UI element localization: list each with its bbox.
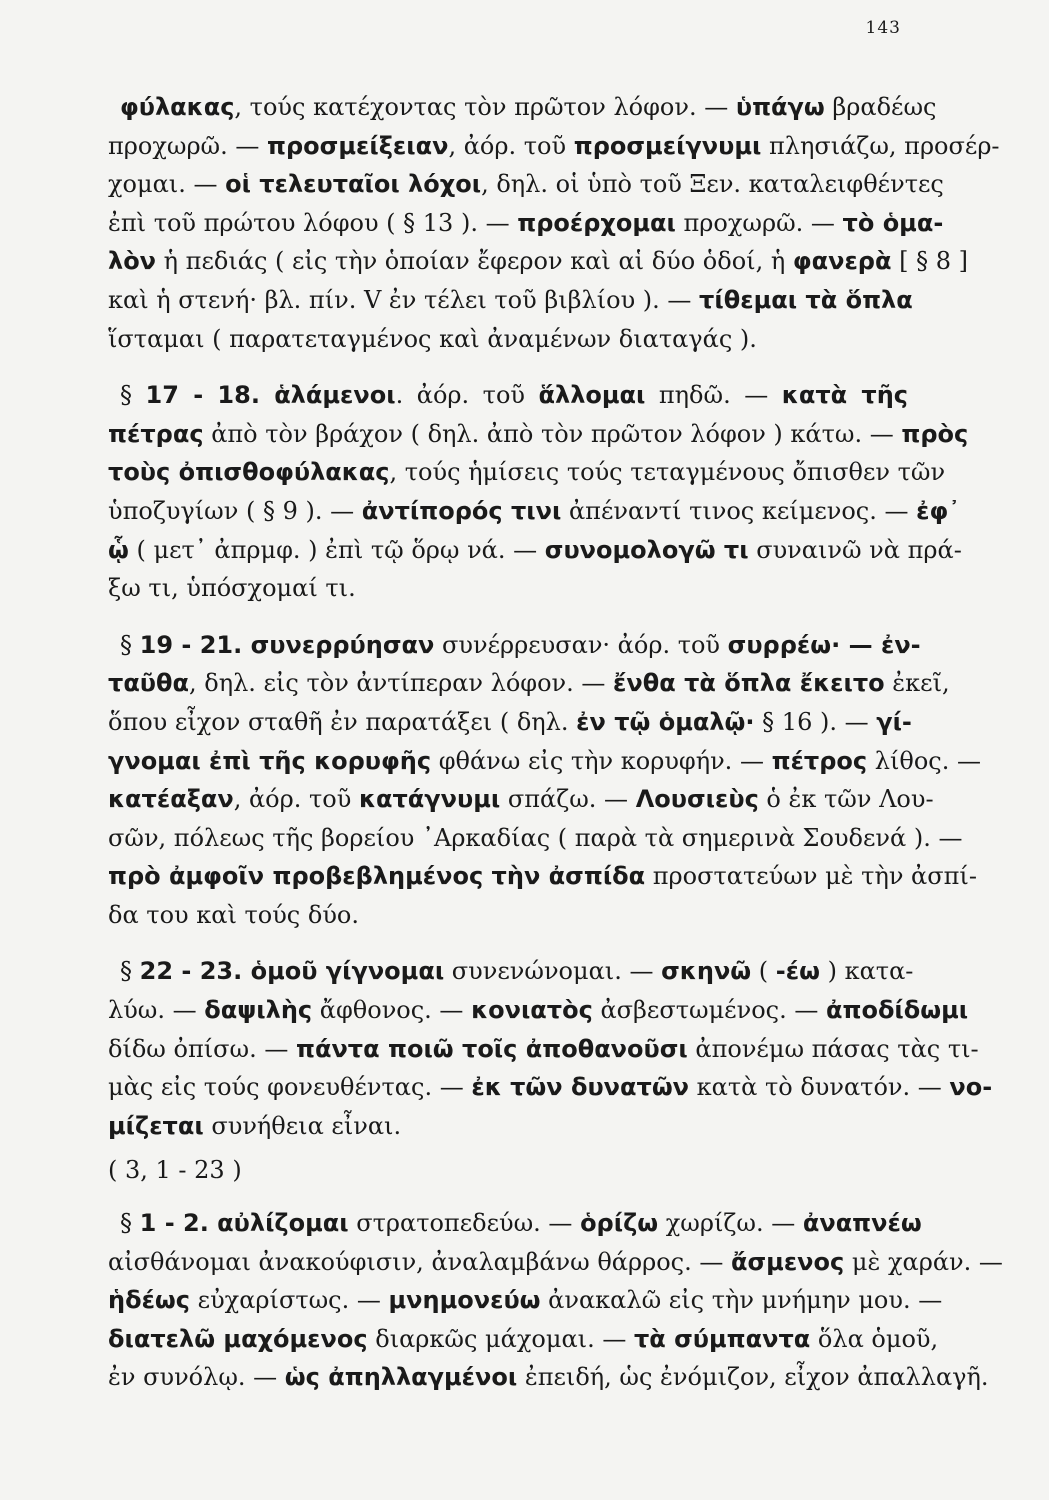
text-line [108, 664, 950, 703]
gloss-text: , τούς κατέχοντας τὸν πρῶτον λόφον. — [234, 93, 736, 121]
text-line [108, 780, 934, 819]
text-line [108, 281, 913, 320]
gloss-text: ὅπου εἶχον σταθῆ ἐν παρατάξει ( δηλ. [108, 707, 577, 736]
gloss-text: συνενώνομαι. — [444, 957, 662, 986]
gloss-text: ἀπονέμω πάσας τὰς τι- [687, 1034, 979, 1063]
gloss-text: ἐπειδή, ὡς ἐνόμιζον, εἶχον ἀπαλλαγῆ. [517, 1363, 989, 1392]
gloss-text: § [120, 630, 140, 659]
text-line [108, 165, 944, 204]
text-line [108, 415, 969, 454]
bold-term: 19 - 21. συνερρύησαν [139, 630, 435, 659]
gloss-text: καὶ ἡ στενή· βλ. πίν. V ἐν τέλει τοῦ βιβλίου ). — [108, 285, 700, 314]
bold-term: φανερὰ [792, 247, 892, 276]
gloss-text: , ἀόρ. τοῦ [233, 785, 359, 814]
gloss-text: ὅλα ὁμοῦ, [810, 1324, 939, 1353]
text-line [108, 242, 968, 281]
gloss-text: φθάνω εἰς τὴν κορυφήν. — [431, 746, 772, 775]
bold-term: προσμείξειαν [267, 131, 449, 160]
text-line [108, 1204, 922, 1243]
bold-term: τὰ σύμπαντα [633, 1324, 811, 1353]
text-line [108, 1030, 979, 1069]
bold-term: κονιατὸς [471, 996, 593, 1025]
gloss-text: ἐν συνόλῳ. — [108, 1363, 285, 1392]
gloss-text: συνήθεια εἶναι. [203, 1111, 402, 1140]
gloss-text: ἵσταμαι ( παρατεταγμένος καὶ ἀναμένων διαταγάς ). [108, 324, 757, 353]
bold-term: 22 - 23. ὁμοῦ γίγνομαι [139, 957, 445, 986]
text-line [108, 952, 914, 991]
text-line [108, 1068, 993, 1107]
gloss-text: χομαι. — [108, 170, 226, 199]
bold-term: πρὸς [901, 419, 969, 448]
text-line [108, 819, 963, 858]
text-line [108, 1358, 989, 1397]
bold-term: ἀναπνέω [802, 1209, 922, 1238]
bold-term: ἐφ᾽ [916, 496, 961, 525]
bold-term: ὑπάγω [735, 93, 825, 121]
page-number: 143 [865, 18, 901, 38]
gloss-text: δίδω ὀπίσω. — [108, 1034, 296, 1063]
bold-term: δαψιλὴς [204, 996, 313, 1025]
text-line [108, 1320, 939, 1359]
gloss-text: προχωρῶ. — [108, 131, 268, 160]
gloss-text: [ § 8 ] [891, 247, 968, 276]
bold-term: τοὺς ὀπισθοφύλακας [108, 458, 390, 487]
bold-term: ἔνθα τὰ ὅπλα ἔκειτο [613, 669, 885, 698]
gloss-text: ὁ ἐκ τῶν Λου- [758, 785, 934, 814]
text-line [108, 742, 981, 781]
gloss-text: πλησιάζω, προσέρ- [761, 131, 1000, 160]
text-line [108, 991, 969, 1030]
bold-term: κατὰ τῆς [781, 381, 909, 410]
gloss-text: μὰς εἰς τούς φονευθέντας. — [108, 1073, 472, 1102]
bold-term: οἱ τελευταῖοι λόχοι [225, 170, 482, 199]
paragraph-block3 [108, 626, 981, 935]
bold-term: ἅλλομαι [538, 381, 646, 410]
bold-term: ἐν τῷ ὁμαλῷ· [576, 707, 755, 736]
bold-term: -έω [775, 957, 820, 986]
gloss-text: συνέρρευσαν· ἀόρ. τοῦ [434, 630, 728, 659]
text-line [108, 896, 908, 935]
gloss-text: βραδέως [824, 93, 937, 121]
bold-term: ἡδέως [108, 1286, 191, 1315]
bold-term: κατάγνυμι [358, 785, 501, 814]
bold-term: ἀντίπορός τινι [361, 496, 562, 525]
bold-term: συρρέω· — ἐν- [727, 630, 921, 659]
gloss-text: , ἀόρ. τοῦ [448, 131, 574, 160]
bold-term: μίζεται [108, 1111, 204, 1140]
bold-term: νο- [949, 1073, 993, 1102]
text-line [108, 320, 908, 359]
paragraph-block1 [108, 88, 1000, 358]
gloss-text: πηδῶ. — [645, 381, 782, 410]
bold-term: πρὸ ἀμφοῖν προβεβλημένος τὴν ἀσπίδα [108, 862, 646, 891]
gloss-text: ἐκεῖ, [884, 669, 950, 698]
gloss-text: , δηλ. εἰς τὸν ἀντίπεραν λόφον. — [189, 669, 614, 698]
gloss-text: χωρίζω. — [658, 1209, 803, 1238]
text-line [108, 857, 977, 896]
bold-term: προέρχομαι [517, 208, 676, 237]
text-line [108, 453, 946, 492]
gloss-text: , δηλ. οἱ ὑπὸ τοῦ Ξεν. καταλειφθέντες [481, 170, 944, 199]
gloss-text: ἀπέναντί τινος κείμενος. — [561, 496, 917, 525]
gloss-text: δα του καὶ τούς δύο. [108, 900, 359, 929]
gloss-text: μὲ χαράν. — [844, 1247, 1003, 1276]
gloss-text: λίθος. — [867, 746, 981, 775]
gloss-text: προχωρῶ. — [675, 208, 843, 237]
gloss-text: § [120, 381, 146, 410]
bold-term: ἀποδίδωμι [825, 996, 969, 1025]
bold-term: ᾧ [108, 535, 129, 564]
gloss-text: ἀπὸ τὸν βράχον ( δηλ. ἀπὸ τὸν πρῶτον λόφον ) κάτω. — [203, 419, 902, 448]
gloss-text: ( μετ᾽ ἀπρμφ. ) ἐπὶ τῷ ὅρῳ νά. — [128, 535, 545, 564]
gloss-text: σπάζω. — [500, 785, 636, 814]
text-line [108, 626, 921, 665]
gloss-text: ἄφθονος. — [312, 996, 472, 1025]
bold-term: γί- [876, 707, 912, 736]
gloss-text: προστατεύων μὲ τὴν ἀσπί- [645, 862, 977, 891]
gloss-text: ἡ πεδιάς ( εἰς τὴν ὁποίαν ἔφερον καὶ αἱ δύο ὁδοί, ἡ [156, 247, 793, 276]
bold-term: φύλακας [120, 93, 235, 121]
gloss-text: ἀνακαλῶ εἰς τὴν μνήμην μου. — [540, 1286, 943, 1315]
text-line [108, 531, 962, 570]
gloss-text: αἰσθάνομαι ἀνακούφισιν, ἀναλαμβάνω θάρρος. — [108, 1247, 731, 1276]
section-heading: ( 3, 1 - 23 ) [108, 1156, 242, 1185]
text-line [108, 127, 1000, 166]
paragraph-block5 [108, 1204, 1003, 1397]
bold-term: γνομαι ἐπὶ τῆς κορυφῆς [108, 746, 432, 775]
bold-term: τίθεμαι τὰ ὅπλα [699, 285, 913, 314]
gloss-text: ὑποζυγίων ( § 9 ). — [108, 496, 362, 525]
bold-term: κατέαξαν [108, 785, 234, 814]
gloss-text: συναινῶ νὰ πρά- [748, 535, 962, 564]
bold-term: ὁρίζω [580, 1209, 659, 1238]
text-line [108, 703, 912, 742]
bold-term: συνομολογῶ τι [544, 535, 749, 564]
text-line [108, 1243, 1003, 1282]
bold-term: πάντα ποιῶ τοῖς ἀποθανοῦσι [295, 1034, 688, 1063]
text-line [108, 204, 944, 243]
paragraph-block4 [108, 952, 993, 1145]
bold-term: ἐκ τῶν δυνατῶν [471, 1073, 690, 1102]
gloss-text: στρατοπεδεύω. — [348, 1209, 581, 1238]
gloss-text: ( [751, 957, 776, 986]
bold-term: διατελῶ μαχόμενος [108, 1324, 368, 1353]
text-line [108, 1281, 943, 1320]
text-line [108, 569, 908, 608]
bold-term: 1 - 2. αὐλίζομαι [139, 1209, 349, 1238]
bold-term: Λουσιεὺς [635, 785, 759, 814]
gloss-text: κατὰ τὸ δυνατόν. — [689, 1073, 950, 1102]
gloss-text: , τούς ἡμίσεις τούς τεταγμένους ὄπισθεν τῶν [389, 458, 946, 487]
gloss-text: . ἀόρ. τοῦ [395, 381, 539, 410]
bold-term: τὸ ὁμα- [842, 208, 944, 237]
text-line [108, 88, 937, 127]
gloss-text: διαρκῶς μάχομαι. — [367, 1324, 634, 1353]
gloss-text: § 16 ). — [754, 707, 877, 736]
bold-term: ἄσμενος [730, 1247, 845, 1276]
bold-term: προσμείγνυμι [573, 131, 762, 160]
text-line [108, 492, 961, 531]
paragraph-block2 [108, 376, 969, 608]
bold-term: μνημονεύω [388, 1286, 541, 1315]
bold-term: 17 - 18. ἁλάμενοι [145, 381, 396, 410]
gloss-text: § [120, 957, 140, 986]
text-line [108, 376, 908, 415]
bold-term: πέτρας [108, 419, 204, 448]
bold-term: ὡς ἀπηλλαγμένοι [284, 1363, 518, 1392]
gloss-text: ἀσβεστωμένος. — [592, 996, 826, 1025]
text-line [108, 1107, 908, 1146]
bold-term: σκηνῶ [661, 957, 752, 986]
gloss-text: ) κατα- [819, 957, 914, 986]
bold-term: πέτρος [771, 746, 868, 775]
gloss-text: σῶν, πόλεως τῆς βορείου ᾽Αρκαδίας ( παρὰ τὰ σημερινὰ Σουδενά ). — [108, 823, 963, 852]
gloss-text: ξω τι, ὑπόσχομαί τι. [108, 574, 356, 603]
gloss-text: § [120, 1209, 140, 1238]
bold-term: ταῦθα [108, 669, 189, 698]
gloss-text: ἐπὶ τοῦ πρώτου λόφου ( § 13 ). — [108, 208, 518, 237]
commentary-text [108, 88, 1003, 1397]
gloss-text: λύω. — [108, 996, 205, 1025]
bold-term: λὸν [108, 247, 157, 276]
gloss-text: εὐχαρίστως. — [190, 1286, 389, 1315]
